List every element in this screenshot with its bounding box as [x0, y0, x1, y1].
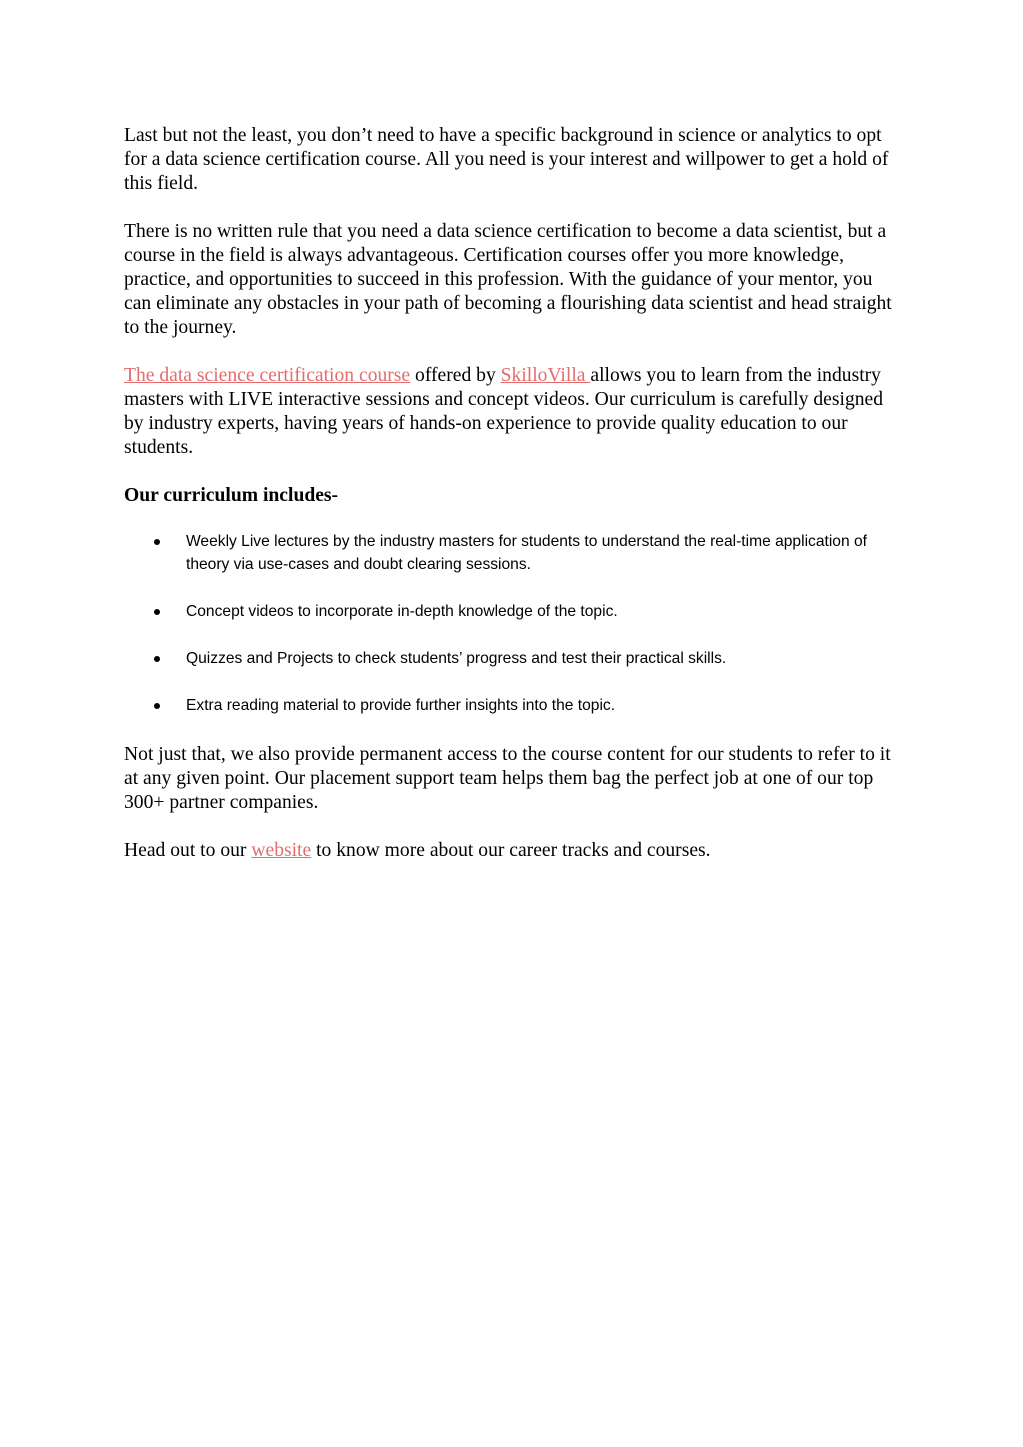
paragraph-skillovilla [124, 364, 904, 460]
bullet-icon [154, 609, 160, 615]
paragraph-website [124, 839, 904, 863]
list-item [124, 647, 904, 670]
bullet-icon [154, 656, 160, 662]
list-item [124, 694, 904, 717]
website-link[interactable]: website [251, 840, 312, 861]
bullet-icon [154, 703, 160, 709]
paragraph-text: Head out to our [124, 840, 252, 861]
paragraph-certification: There is no written rule that you need a data science certification to become a data scientist, but a course in the field is always advantageous. Certification courses offer you more knowledge, practice, and opportunities to succeed in this profession. With the guidance of your mentor, you can eliminate any obstacles in your path of becoming a flourishing data scientist and head straight to the journey. [124, 221, 892, 338]
course-link[interactable]: The data science certification course [124, 365, 411, 386]
paragraph-text: to know more about our career tracks and courses. [311, 840, 711, 861]
curriculum-heading: Our curriculum includes- [124, 485, 339, 506]
document-page [124, 124, 904, 863]
list-item-text: Weekly Live lectures by the industry masters for students to understand the real-time application of theory via use-cases and doubt clearing sessions. [186, 533, 867, 573]
list-item [124, 530, 904, 576]
list-item-text: Extra reading material to provide further insights into the topic. [186, 697, 616, 714]
list-item-text: Quizzes and Projects to check students’ progress and test their practical skills. [186, 650, 727, 667]
paragraph-text: allows you to learn from the industry masters with LIVE interactive sessions and concept videos. Our curriculum is carefully designed by industry experts, having years of hands-on experience to provide quality education to our students. [124, 365, 884, 458]
paragraph-placement: Not just that, we also provide permanent access to the course content for our students to refer to it at any given point. Our placement support team helps them bag the perfect job at one of our top 300+ partner companies. [124, 744, 891, 813]
paragraph-background: Last but not the least, you don’t need to have a specific background in science or analytics to opt for a data science certification course. All you need is your interest and willpower to get a hold of this field. [124, 125, 889, 194]
skillovilla-link[interactable]: SkilloVilla [500, 365, 591, 386]
list-item-text: Concept videos to incorporate in-depth knowledge of the topic. [186, 603, 618, 620]
curriculum-list [124, 530, 904, 717]
bullet-icon [154, 539, 160, 545]
list-item [124, 600, 904, 623]
paragraph-text: offered by [410, 365, 501, 386]
